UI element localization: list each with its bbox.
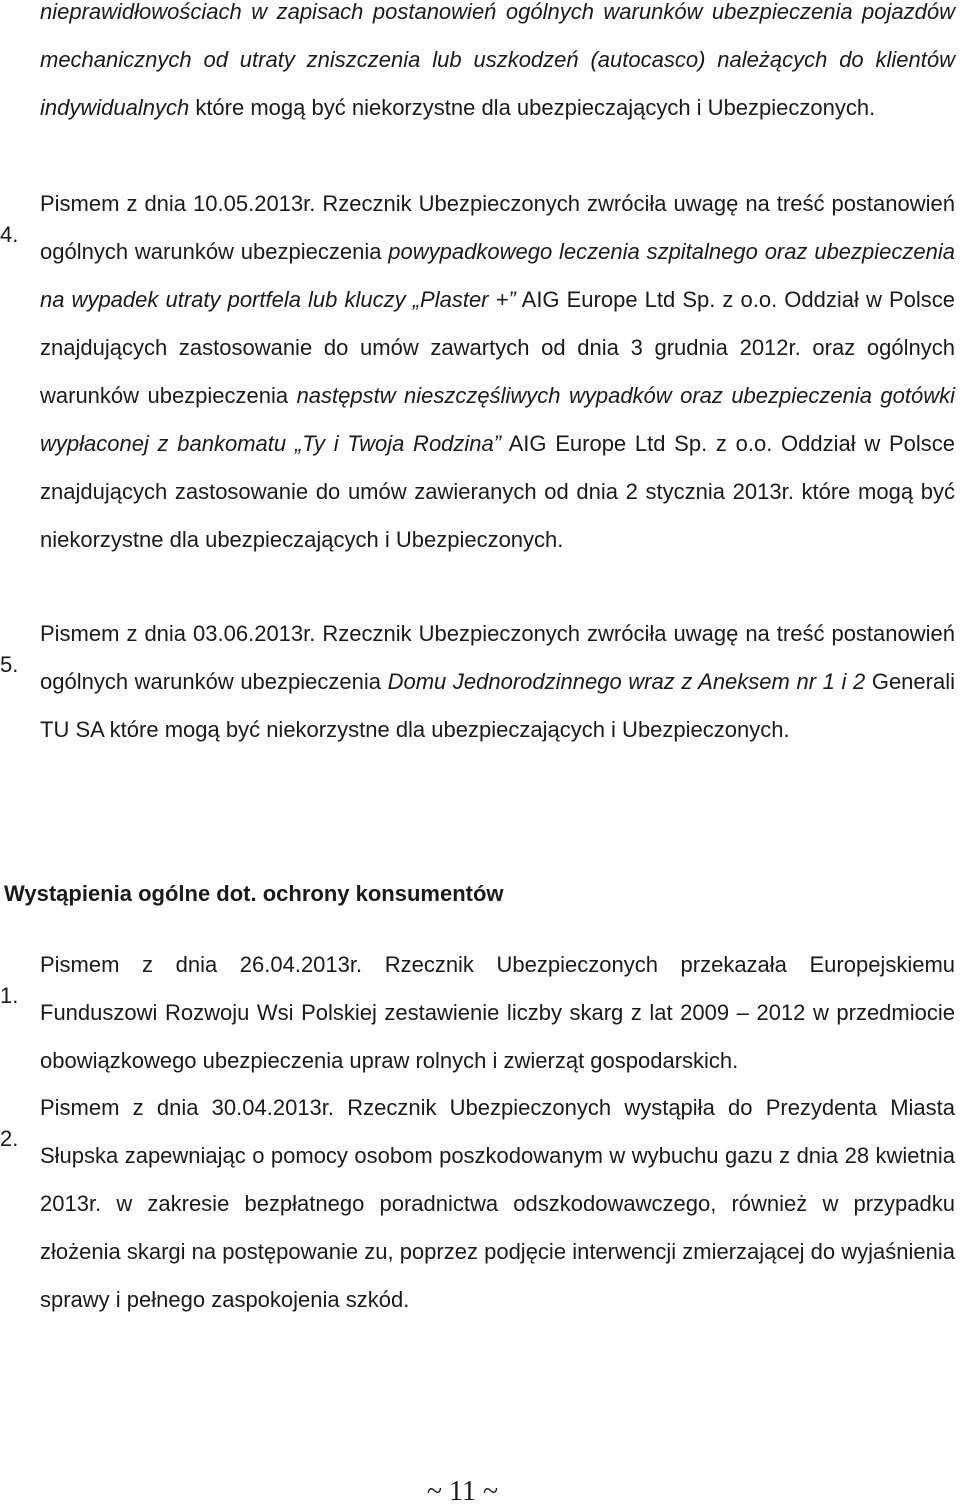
italic-policy-name: następstw nieszczęśliwych wypadków oraz ubezpieczenia gotówki wypłaconej z bankomatu „Ty i Twoja Rodzina”: [40, 383, 955, 456]
list-item: [0, 1084, 955, 1324]
list-item: [0, 180, 955, 564]
paragraph-text: [40, 0, 955, 132]
list-item: [0, 610, 955, 754]
list-item-text: 1. Pismem z dnia 26.04.2013r. Rzecznik Ubezpieczonych przekazała Europejskiemu Funduszowi Rozwoju Wsi Polskiej zestawienie liczby skarg z lat 2009 – 2012 w przedmiocie obowiązkowego ubezpieczenia upraw rolnych i zwierząt gospodarskich.: [0, 952, 955, 1073]
list-item-text: 4. Pismem z dnia 10.05.2013r. Rzecznik Ubezpieczonych zwróciła uwagę na treść postanowień ogólnych warunków ubezpieczenia powypadkowego leczenia szpitalnego oraz ubezpieczenia na wypadek utraty portfela lub kluczy „Plaster +” AIG Europe Ltd Sp. z o.o. Oddział w Polsce znajdujących zastosowanie do umów zawartych od dnia 3 grudnia 2012r. oraz ogólnych warunków ubezpieczenia następstw nieszczęśliwych wypadków oraz ubezpieczenia gotówki wypłaconej z bankomatu „Ty i Twoja Rodzina” AIG Europe Ltd Sp. z o.o. Oddział w Polsce znajdujących zastosowanie do umów zawieranych od dnia 2 stycznia 2013r. które mogą być niekorzystne dla ubezpieczających i Ubezpieczonych.: [0, 191, 955, 552]
italic-policy-name: powypadkowego leczenia szpitalnego oraz ubezpieczenia na wypadek utraty portfela lub kluczy „Plaster +”: [40, 239, 955, 312]
section-heading: Wystąpienia ogólne dot. ochrony konsumentów: [4, 881, 504, 906]
page-number: ~ 11 ~: [426, 1476, 499, 1507]
list-item: [0, 941, 955, 1085]
paragraph-tail: które mogą być niekorzystne dla ubezpieczających i Ubezpieczonych.: [189, 95, 876, 120]
continuation-paragraph: [40, 0, 955, 132]
list-item-text: 5. Pismem z dnia 03.06.2013r. Rzecznik Ubezpieczonych zwróciła uwagę na treść postanowień ogólnych warunków ubezpieczenia Domu Jednorodzinnego wraz z Aneksem nr 1 i 2 Generali TU SA które mogą być niekorzystne dla ubezpieczających i Ubezpieczonych.: [0, 621, 955, 742]
italic-policy-name: nieprawidłowościach w zapisach postanowień ogólnych warunków ubezpieczenia pojazdów mechanicznych od utraty zniszczenia lub uszkodzeń (autocasco) należących do klientów indywidualnych: [40, 0, 955, 120]
list-item-text: 2. Pismem z dnia 30.04.2013r. Rzecznik Ubezpieczonych wystąpiła do Prezydenta Miasta Słupska zapewniając o pomocy osobom poszkodowanym w wybuchu gazu z dnia 28 kwietnia 2013r. w zakresie bezpłatnego poradnictwa odszkodowawczego, również w przypadku złożenia skargi na postępowanie zu, poprzez podjęcie interwencji zmierzającej do wyjaśnienia sprawy i pełnego zaspokojenia szkód.: [0, 1095, 955, 1312]
italic-policy-name: Domu Jednorodzinnego wraz z Aneksem nr 1 i 2: [387, 669, 866, 694]
